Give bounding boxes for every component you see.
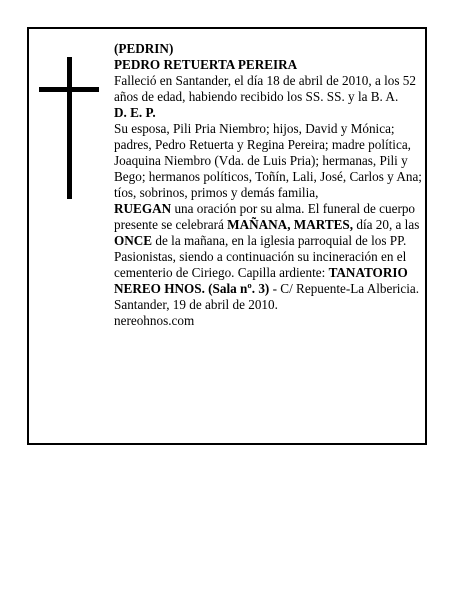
deceased-name: PEDRO RETUERTA PEREIRA <box>114 57 298 72</box>
family-list: Su esposa, Pili Pria Niembro; hijos, David y Mónica; padres, Pedro Retuerta y Regina Pereira; madre política, Joaquina Niembro (Vda. de Luis Pria); hermanas, Pili y Bego; hermanos políticos, Toñín, Lali, José, Carlos y Ana; tíos, sobrinos, primos y demás familia, <box>114 121 422 200</box>
chapel-address: - C/ Repuente-La Albericia. <box>269 281 420 296</box>
funeral-text-2: día 20, a las <box>353 217 420 232</box>
cross-icon <box>39 57 99 199</box>
deceased-nickname: (PEDRIN) <box>114 41 174 56</box>
funeral-text-1: una oración por su alma. El funeral de cuerpo presente se celebrará <box>114 201 416 232</box>
funeral-text-3: de la mañana, en la iglesia parroquial de los PP. Pasionistas, siendo a continuación su incineración en el cementerio de Ciriego. Capilla ardiente: <box>114 233 407 280</box>
funeral-paragraph <box>114 201 422 297</box>
cross-vertical-bar <box>67 57 72 199</box>
dep-line: D. E. P. <box>114 105 156 120</box>
cross-horizontal-bar <box>39 87 99 92</box>
notice-text <box>114 41 422 329</box>
chapel-name: TANATORIO NEREO HNOS. (Sala nº. 3) <box>114 265 408 296</box>
website: nereohnos.com <box>114 313 195 328</box>
obituary-notice <box>27 27 427 445</box>
ruegan-word: RUEGAN <box>114 201 172 216</box>
funeral-hour: ONCE <box>114 233 153 248</box>
place-date: Santander, 19 de abril de 2010. <box>114 297 278 312</box>
funeral-day: MAÑANA, MARTES, <box>227 217 354 232</box>
death-announcement: Falleció en Santander, el día 18 de abril de 2010, a los 52 años de edad, habiendo recibido los SS. SS. y la B. A. <box>114 73 416 104</box>
